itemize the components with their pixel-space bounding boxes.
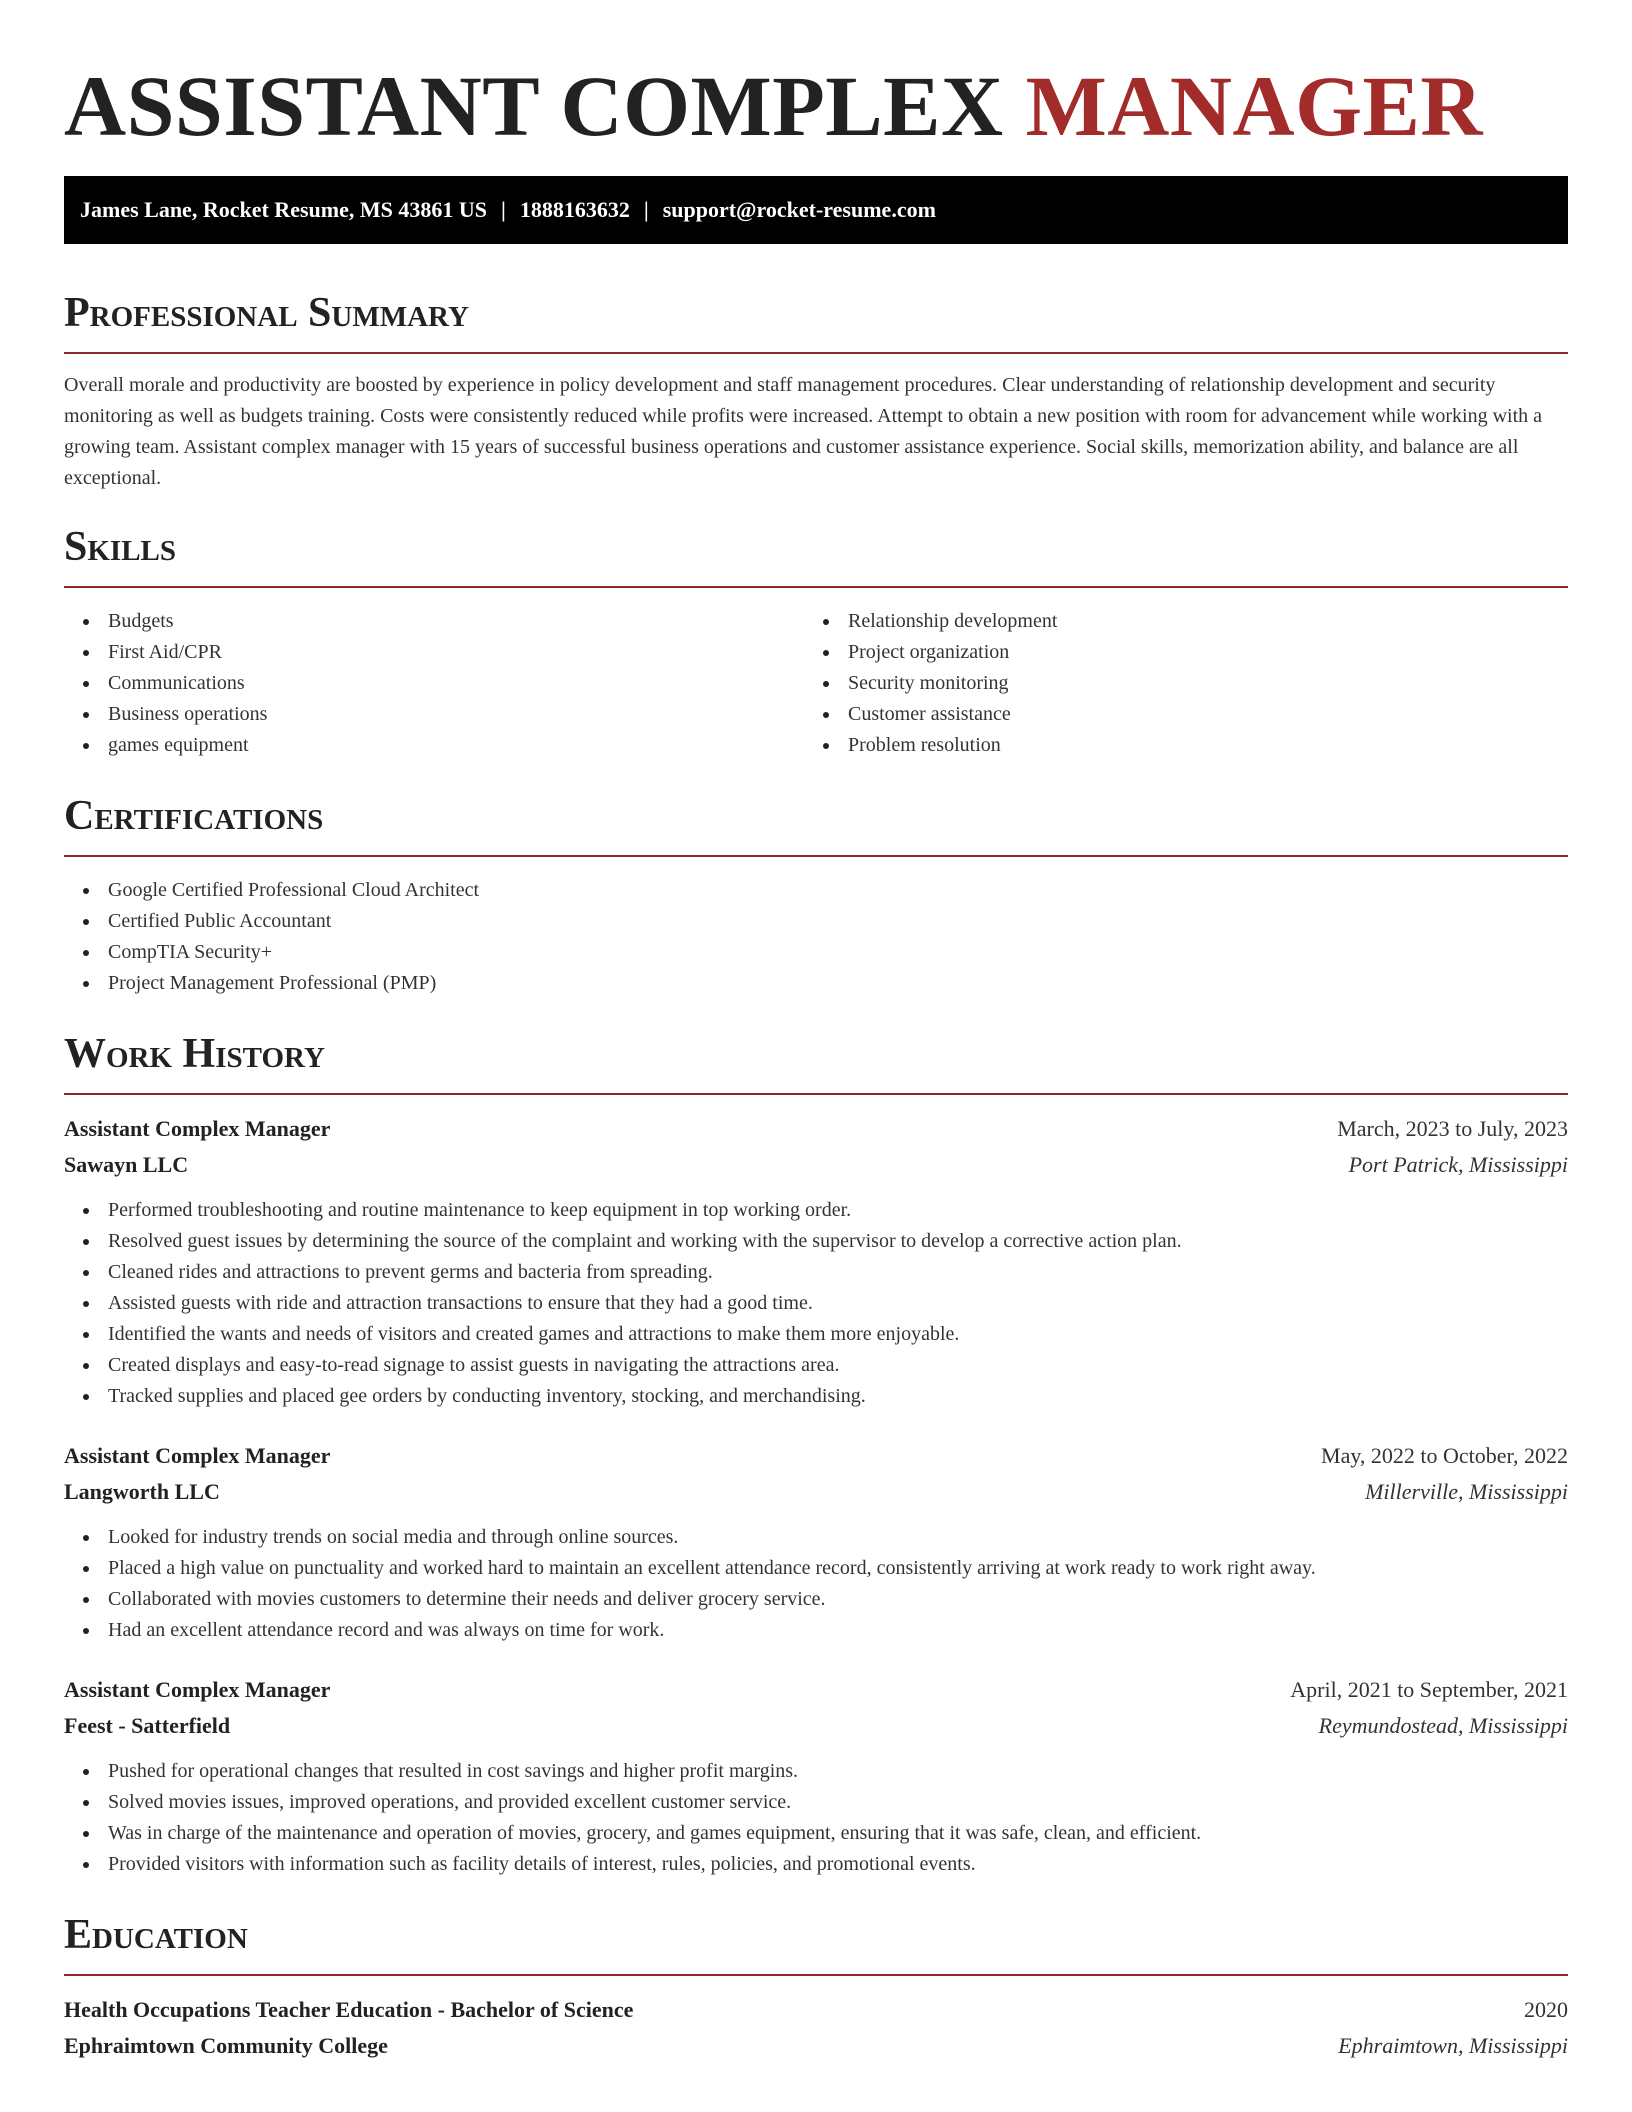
job-company: Sawayn LLC <box>64 1152 189 1177</box>
contact-email[interactable]: support@rocket-resume.com <box>662 197 936 222</box>
job-location: Millerville, Mississippi <box>1365 1479 1568 1504</box>
resume-title <box>64 0 1568 156</box>
job-bullets <box>64 1522 1568 1646</box>
section-divider <box>64 1093 1568 1095</box>
job-bullet: Had an excellent attendance record and was always on time for work. <box>64 1615 1568 1646</box>
job-dates: March, 2023 to July, 2023 <box>1337 1116 1568 1141</box>
skill-item: First Aid/CPR <box>64 637 804 668</box>
job-dates: April, 2021 to September, 2021 <box>1290 1677 1568 1702</box>
skill-item: Budgets <box>64 606 804 637</box>
job-header-row <box>64 1111 1568 1147</box>
job-bullet: Pushed for operational changes that resulted in cost savings and higher profit margins. <box>64 1756 1568 1787</box>
job-location: Port Patrick, Mississippi <box>1348 1152 1568 1177</box>
job-bullet: Performed troubleshooting and routine maintenance to keep equipment in top working order. <box>64 1195 1568 1226</box>
job-bullet: Solved movies issues, improved operations, and provided excellent customer service. <box>64 1787 1568 1818</box>
summary-section <box>64 288 1568 494</box>
skill-item: Relationship development <box>804 606 1544 637</box>
education-entry <box>64 1992 1568 2064</box>
job-bullet: Cleaned rides and attractions to prevent germs and bacteria from spreading. <box>64 1257 1568 1288</box>
certification-item: CompTIA Security+ <box>64 937 1568 968</box>
job-bullet: Looked for industry trends on social media and through online sources. <box>64 1522 1568 1553</box>
section-divider <box>64 855 1568 857</box>
job-bullet: Provided visitors with information such as facility details of interest, rules, policies, and promotional events. <box>64 1849 1568 1880</box>
section-divider <box>64 1974 1568 1976</box>
job-bullet: Collaborated with movies customers to determine their needs and deliver grocery service. <box>64 1584 1568 1615</box>
skills-list-left <box>64 606 804 761</box>
job-location: Reymundostead, Mississippi <box>1318 1713 1568 1738</box>
title-accent: MANAGER <box>1025 58 1483 154</box>
skill-item: Customer assistance <box>804 699 1544 730</box>
summary-text: Overall morale and productivity are boosted by experience in policy development and staff management procedures. Clear understanding of relationship development and security monitoring as well as budgets training. Costs were consistently reduced while profits were increased. Attempt to obtain a new position with room for advancement while working with a growing team. Assistant complex manager with 15 years of successful business operations and customer assistance experience. Social skills, memorization ability, and balance are all exceptional. <box>64 374 1542 489</box>
title-main: ASSISTANT COMPLEX <box>64 58 1004 154</box>
job-bullet: Resolved guest issues by determining the source of the complaint and working with the supervisor to develop a corrective action plan. <box>64 1226 1568 1257</box>
job-title: Assistant Complex Manager <box>64 1116 331 1141</box>
job-bullet: Was in charge of the maintenance and operation of movies, grocery, and games equipment, ensuring that it was safe, clean, and efficient. <box>64 1818 1568 1849</box>
job-title: Assistant Complex Manager <box>64 1677 331 1702</box>
job-entry <box>64 1111 1568 1412</box>
skill-item: Communications <box>64 668 804 699</box>
job-header-row <box>64 1672 1568 1708</box>
job-company-row <box>64 1147 1568 1183</box>
education-degree: Health Occupations Teacher Education - Bachelor of Science <box>64 1997 634 2022</box>
contact-separator: | <box>643 197 649 222</box>
skills-list-right <box>804 606 1544 761</box>
job-title: Assistant Complex Manager <box>64 1443 331 1468</box>
section-heading-skills: Skills <box>64 524 177 570</box>
skill-item: games equipment <box>64 730 804 761</box>
job-bullet: Tracked supplies and placed gee orders by conducting inventory, stocking, and merchandising. <box>64 1381 1568 1412</box>
job-company: Langworth LLC <box>64 1479 220 1504</box>
education-location: Ephraimtown, Mississippi <box>1338 2033 1568 2058</box>
skills-section <box>64 522 1568 761</box>
section-heading-summary: Professional Summary <box>64 290 469 336</box>
section-divider <box>64 352 1568 354</box>
skill-item: Project organization <box>804 637 1544 668</box>
section-heading-education: Education <box>64 1912 248 1958</box>
job-header-row <box>64 1438 1568 1474</box>
job-bullets <box>64 1756 1568 1880</box>
education-school-row <box>64 2028 1568 2064</box>
job-company: Feest - Satterfield <box>64 1713 231 1738</box>
section-heading-work-history: Work History <box>64 1031 325 1077</box>
contact-address: James Lane, Rocket Resume, MS 43861 US <box>80 197 487 222</box>
skill-item: Problem resolution <box>804 730 1544 761</box>
contact-separator: | <box>500 197 506 222</box>
education-section <box>64 1910 1568 2064</box>
job-entry <box>64 1438 1568 1646</box>
job-bullet: Assisted guests with ride and attraction transactions to ensure that they had a good time. <box>64 1288 1568 1319</box>
contact-bar <box>64 176 1568 244</box>
certifications-section <box>64 791 1568 999</box>
skills-columns <box>64 588 1568 761</box>
education-year: 2020 <box>1524 1997 1568 2022</box>
job-dates: May, 2022 to October, 2022 <box>1321 1443 1568 1468</box>
certification-item: Project Management Professional (PMP) <box>64 968 1568 999</box>
certification-item: Certified Public Accountant <box>64 906 1568 937</box>
education-school: Ephraimtown Community College <box>64 2033 388 2058</box>
certification-item: Google Certified Professional Cloud Architect <box>64 875 1568 906</box>
job-bullet: Identified the wants and needs of visitors and created games and attractions to make them more enjoyable. <box>64 1319 1568 1350</box>
job-company-row <box>64 1474 1568 1510</box>
job-entry <box>64 1672 1568 1880</box>
job-bullet: Placed a high value on punctuality and worked hard to maintain an excellent attendance record, consistently arriving at work ready to work right away. <box>64 1553 1568 1584</box>
job-bullets <box>64 1195 1568 1412</box>
job-bullet: Created displays and easy-to-read signage to assist guests in navigating the attractions area. <box>64 1350 1568 1381</box>
skill-item: Security monitoring <box>804 668 1544 699</box>
job-company-row <box>64 1708 1568 1744</box>
section-heading-certifications: Certifications <box>64 793 324 839</box>
education-header-row <box>64 1992 1568 2028</box>
skill-item: Business operations <box>64 699 804 730</box>
certifications-list <box>64 875 1568 999</box>
contact-phone[interactable]: 1888163632 <box>519 197 630 222</box>
work-history-section <box>64 1029 1568 1880</box>
